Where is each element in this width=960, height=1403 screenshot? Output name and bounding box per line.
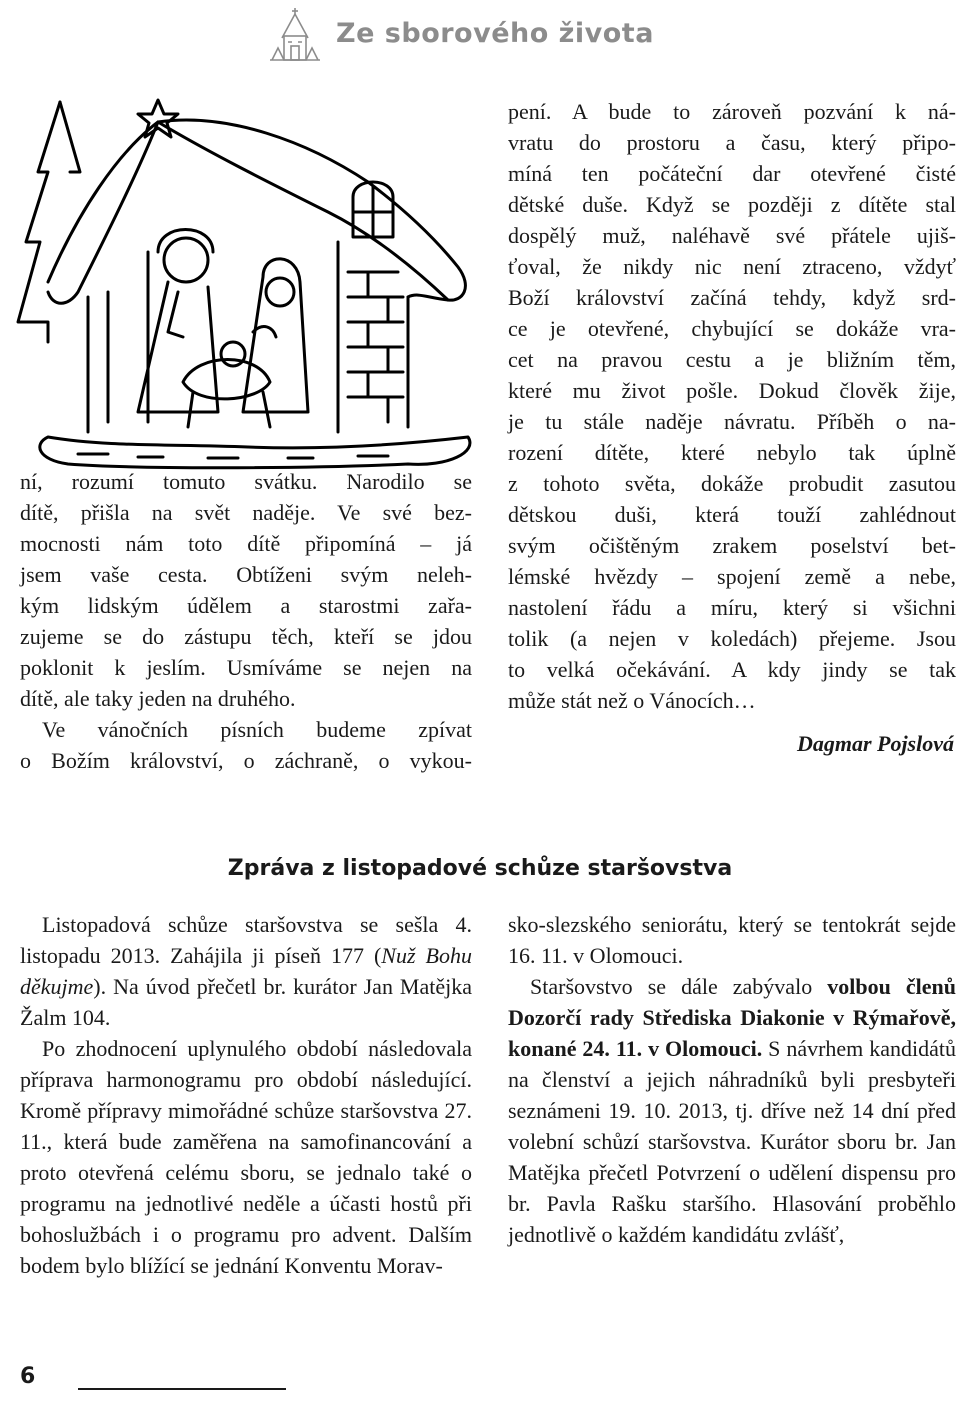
paragraph xyxy=(20,909,472,1033)
author-signature: Dagmar Pojslová xyxy=(796,731,954,756)
text-run: Listopadová schůze staršovstva se sešla 4. listopadu 2013. Zahájila ji píseň 177 ( xyxy=(20,912,472,968)
text-line: které mu život pošle. Dokud člověk žije, xyxy=(508,378,956,403)
text-line: dětské duše. Když se později z dítěte stal xyxy=(508,192,956,217)
text-line: dítě, ale taky jeden na druhého. xyxy=(20,686,296,711)
article-title: Zpráva z listopadové schůze staršovstva xyxy=(227,856,733,881)
text-line: kým lidským údělem a starostmi zařa- xyxy=(20,593,472,618)
text-run: Staršovstvo se dále zabývalo xyxy=(530,974,828,999)
article-column-right xyxy=(508,909,956,1250)
paragraph xyxy=(508,971,956,1250)
paragraph: sko-slezského seniorátu, který se tentokrát sejde 16. 11. v Olomouci. xyxy=(508,912,956,968)
nativity-scene-illustration xyxy=(8,92,486,472)
text-line: může stát než o Vánocích… xyxy=(508,688,756,713)
hymn-title: Nuž Bohu děkujme xyxy=(20,943,472,999)
article-column-left xyxy=(20,466,472,776)
page-number: 6 xyxy=(20,1364,36,1389)
text-line: mocnosti nám toto dítě připomíná – já xyxy=(20,531,472,556)
text-line: tolik (a nejen v koledách) přejeme. Jsou xyxy=(508,626,956,651)
text-line: zujeme se do zástupu těch, kteří se jdou xyxy=(20,624,472,649)
text-line: dítě, přišla na svět naděje. Ve své bez- xyxy=(20,500,472,525)
text-line: o Božím království, o záchraně, o vykou- xyxy=(20,748,472,773)
text-run: ). Na úvod přečetl br. kurátor Jan Matějka Žalm 104. xyxy=(20,974,472,1030)
text-line: ní, rozumí tomuto svátku. Narodilo se xyxy=(20,469,472,494)
bold-text: volbou členů Dozorčí rady Střediska Diakonie v Rýmařově, konané 24. 11. v Olomouci. xyxy=(508,974,956,1061)
paragraph: Po zhodnocení uplynulého období následovala příprava harmonogramu pro období následující. Kromě přípravy mimořádné schůze staršovstva 27. 11., která bude zaměřena na samofinancování a proto otevřená celému sboru, se jednalo také o programu na jednotlivé neděle a účasti hostů při bohoslužbách i o programu pro advent. Dalším bodem bylo blížící se jednání Konventu Morav- xyxy=(20,1036,472,1278)
text-line: ce je otevřené, chybující se dokáže vra- xyxy=(508,316,956,341)
text-line: Ve vánočních písních budeme zpívat xyxy=(42,717,472,742)
text-line: dětskou duši, která touží zahlédnout xyxy=(508,502,956,527)
footer-rule xyxy=(78,1388,286,1390)
text-line: dospělý muž, naléhavě své přátele ujiš- xyxy=(508,223,956,248)
text-line: Boží království začíná tehdy, když srd- xyxy=(508,285,956,310)
text-line: poklonit k jeslím. Usmíváme se nejen na xyxy=(20,655,472,680)
text-line: lémské hvězdy – spojení země a nebe, xyxy=(508,564,956,589)
article-column-right xyxy=(508,96,956,716)
text-line: je tu stále naděje návratu. Příběh o na- xyxy=(508,409,956,434)
text-line: ťoval, že nikdy nic není ztraceno, vždyť xyxy=(508,254,956,279)
text-line: cet na pravou cestu a je bližním těm, xyxy=(508,347,956,372)
text-line: míná ten počáteční dar otevřené čisté xyxy=(508,161,956,186)
text-run: S návrhem kandidátů na členství a jejich náhradníků byli presbyteři seznámeni 19. 10. 2013, tj. dříve než 14 dní před volební schůzí staršovstva. Kurátor sboru br. Jan Matějka přečetl Potvrzení o udělení dispensu pro br. Pavla Rašku staršího. Hlasování proběhlo jednotlivě o každém kandidátu zvlášť, xyxy=(508,1036,956,1247)
text-line: svým očištěným zrakem poselství bet- xyxy=(508,533,956,558)
text-line: z tohoto světa, dokáže probudit zasutou xyxy=(508,471,956,496)
text-line: pení. A bude to zároveň pozvání k ná- xyxy=(508,99,956,124)
text-line: nastolení řádu a míru, který si všichni xyxy=(508,595,956,620)
text-line: rození dítěte, které nebylo tak úplně xyxy=(508,440,956,465)
text-line: to velká očekávání. A kdy jindy se tak xyxy=(508,657,956,682)
section-header-title: Ze sborového života xyxy=(336,18,654,49)
article-column-left xyxy=(20,909,472,1281)
text-line: vratu do prostoru a času, který připo- xyxy=(508,130,956,155)
text-line: jsem vaše cesta. Obtíženi svým neleh- xyxy=(20,562,472,587)
church-logo-icon xyxy=(268,8,322,64)
